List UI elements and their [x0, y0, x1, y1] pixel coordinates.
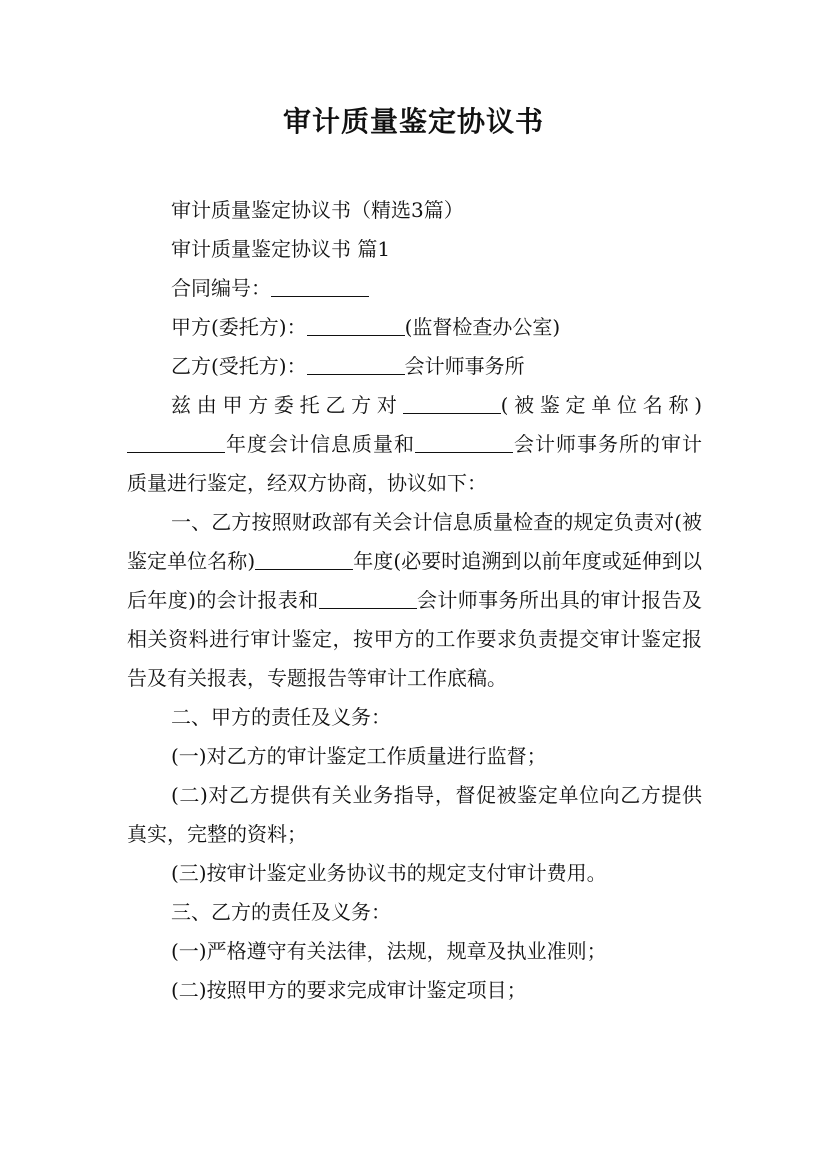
subtitle-line: 审计质量鉴定协议书（精选3篇）: [171, 198, 464, 222]
clause-3-item: (二)按照甲方的要求完成审计鉴定项目；: [171, 978, 527, 1002]
intro-text-3: 年度会计信息质量和: [225, 432, 415, 456]
intro-blank-3: [415, 432, 513, 453]
intro-text-4: 会计师事务所的审计质量进行鉴定，经双方协商，协议如下：: [127, 432, 702, 495]
clause-2-heading: 二、甲方的责任及义务：: [171, 705, 391, 729]
party-a-line: [127, 308, 702, 347]
intro-blank-2: [127, 432, 225, 453]
party-a-label: 甲方(委托方)：: [171, 315, 307, 339]
contract-number-label: 合同编号：: [171, 276, 271, 300]
clause-1-text-3: 会计师事务所出具的审计报告及相关资料进行审计鉴定，按甲方的工作要求负责提交审计鉴定报告及有关报表，专题报告等审计工作底稿。: [127, 588, 702, 690]
clause-1-blank-2: [319, 588, 417, 609]
intro-text-2: (被鉴定单位名称): [500, 393, 702, 417]
clause-1-paragraph: [127, 503, 702, 698]
contract-number-blank: [271, 276, 369, 297]
contract-number-line: [127, 269, 702, 308]
clause-1-text-2: 年度(必要时追溯到以前年度或延伸到以后年度)的会计报表和: [127, 549, 702, 612]
intro-paragraph: [127, 386, 702, 503]
intro-blank-1: [403, 393, 501, 414]
document-title: 审计质量鉴定协议书: [282, 105, 544, 138]
party-b-suffix: 会计师事务所: [404, 354, 525, 378]
clause-1-text-1: 一、乙方按照财政部有关会计信息质量检查的规定负责对(被鉴定单位名称): [127, 510, 702, 573]
section-heading: 审计质量鉴定协议书 篇1: [171, 237, 391, 261]
document-body: [127, 191, 702, 1010]
clause-2-item: (三)按审计鉴定业务协议书的规定支付审计费用。: [171, 861, 607, 885]
clause-3-heading: 三、乙方的责任及义务：: [171, 900, 391, 924]
party-b-label: 乙方(受托方)：: [171, 354, 307, 378]
clause-2-item: (一)对乙方的审计鉴定工作质量进行监督；: [171, 744, 547, 768]
party-b-blank: [307, 354, 405, 375]
clause-2-item: (二)对乙方提供有关业务指导，督促被鉴定单位向乙方提供真实，完整的资料；: [127, 783, 702, 846]
intro-text-1: 兹由甲方委托乙方对: [171, 393, 403, 417]
party-b-line: [127, 347, 702, 386]
party-a-blank: [307, 315, 405, 336]
party-a-suffix: (监督检查办公室): [404, 315, 561, 339]
clause-1-blank-1: [255, 549, 353, 570]
clause-3-item: (一)严格遵守有关法律，法规，规章及执业准则；: [171, 939, 607, 963]
